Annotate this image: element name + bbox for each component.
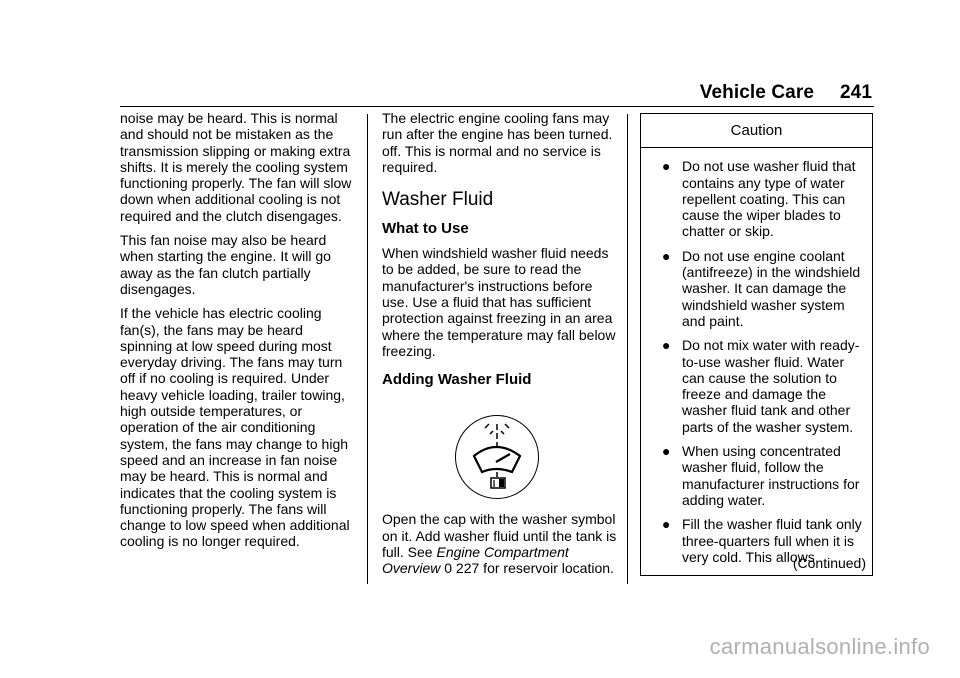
header-rule: [120, 106, 874, 107]
list-item: ● Do not use engine coolant (antifreeze) in the windshield washer. It can damage the windshield washer system and paint.: [662, 247, 861, 329]
list-item: ● Fill the washer fluid tank only three-quarters full when it is very cold. This allows: [662, 516, 862, 565]
paragraph: noise may be heard. This is normal and should not be mistaken as the transmission slipping or making extra shifts. It is merely the cooling system functioning properly. The fan will slow down when additional cooling is not required and the clutch disengages.: [120, 110, 352, 224]
paragraph: If the vehicle has electric cooling fan(s), the fans may be heard spinning at low speed during most everyday driving. The fans may turn off if no cooling is required. Under heavy vehicle loading, trailer towing, high outside temperatures, or operation of the air conditioning system, the fans may change to high speed and an increase in fan noise may be heard. This is normal and indicates that the cooling system is functioning properly. The fans will change to low speed when additional cooling is no longer required.: [120, 305, 350, 550]
column-left: [120, 110, 358, 558]
page-number: 241: [839, 82, 872, 103]
bullet-icon: ●: [662, 443, 671, 460]
cross-reference-link[interactable]: Engine Compartment Overview: [382, 543, 569, 577]
caution-title: Caution: [641, 114, 872, 148]
subsection-heading-what-to-use: What to Use: [382, 220, 469, 238]
paragraph: When windshield washer fluid needs to be added, be sure to read the manufacturer's instructions before use. Use a fluid that has sufficient protection against freezing in an area where the temperature may fall below freezing.: [382, 245, 616, 359]
list-item: ● Do not use washer fluid that contains any type of water repellent coating. This can cause the wiper blades to chatter or skip.: [662, 158, 856, 240]
section-title: Vehicle Care: [699, 82, 814, 103]
column-middle: [382, 110, 618, 584]
continued-label: (Continued): [792, 554, 866, 571]
washer-fluid-symbol: [455, 415, 539, 499]
bullet-icon: ●: [662, 247, 671, 264]
column-divider: [367, 114, 368, 584]
bullet-icon: ●: [662, 337, 671, 354]
page-header: [700, 82, 872, 104]
subsection-heading-adding-washer-fluid: Adding Washer Fluid: [382, 371, 532, 389]
bullet-icon: ●: [662, 158, 671, 175]
caution-list: [641, 158, 872, 565]
paragraph: The electric engine cooling fans may run after the engine has been turned. off. This is normal and no service is required.: [382, 110, 613, 175]
page-reference: 0 227: [440, 560, 480, 577]
column-divider: [627, 114, 628, 584]
list-item: ● When using concentrated washer fluid, follow the manufacturer instructions for adding water.: [662, 443, 860, 508]
bullet-icon: ●: [662, 516, 671, 533]
list-item: ● Do not mix water with ready-to-use washer fluid. Water can cause the solution to freeze and damage the washer fluid tank and other parts of the washer system.: [662, 337, 860, 435]
caution-box: [640, 113, 873, 576]
section-heading: Washer Fluid: [382, 189, 494, 211]
paragraph: Open the cap with the washer symbol on it. Add washer fluid until the tank is full. See Engine Compartment Overview 0 227 for reservoir location.: [382, 511, 617, 577]
paragraph: This fan noise may also be heard when starting the engine. It will go away as the fan clutch partially disengages.: [120, 232, 331, 297]
watermark: carmanualsonline.info: [709, 634, 930, 659]
windshield-washer-icon: [456, 416, 538, 498]
